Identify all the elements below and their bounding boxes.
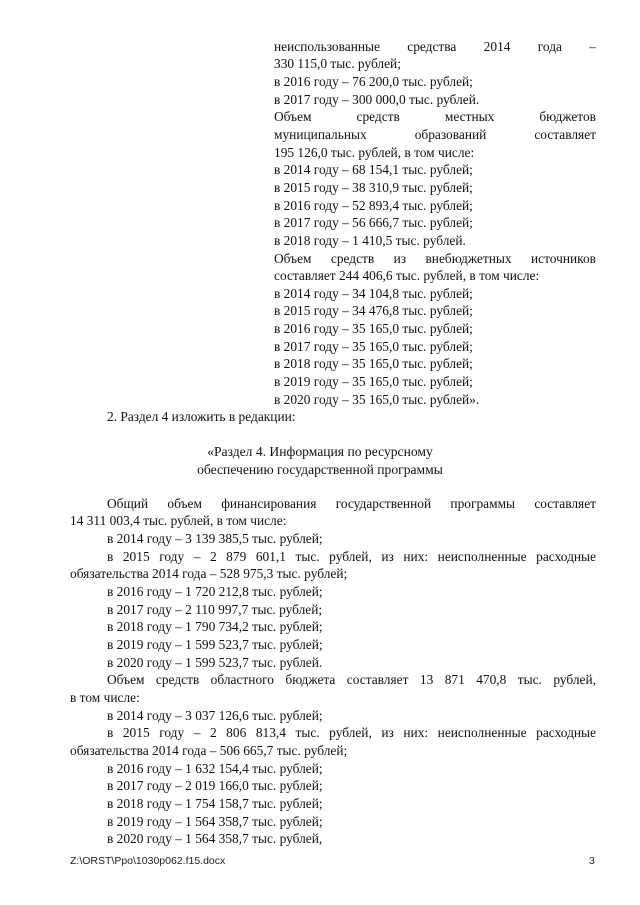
paragraph-line: Объем средств областного бюджета составляет 13 871 470,8 тыс. рублей, bbox=[107, 672, 596, 687]
text-line: в 2016 году – 76 200,0 тыс. рублей; bbox=[274, 74, 473, 89]
text-line: в 2017 году – 2 019 166,0 тыс. рублей; bbox=[107, 778, 323, 793]
text-line: в 2014 году – 68 154,1 тыс. рублей; bbox=[274, 162, 473, 177]
paragraph-line: обязательства 2014 года – 528 975,3 тыс. рублей; bbox=[70, 566, 348, 581]
paragraph-line: 14 311 003,4 тыс. рублей, в том числе: bbox=[70, 513, 287, 528]
text-line: в 2017 году – 56 666,7 тыс. рублей; bbox=[274, 215, 473, 230]
paragraph-line: в 2015 году – 2 879 601,1 тыс. рублей, из них: неисполненные расходные bbox=[107, 549, 596, 564]
text-line: в 2015 году – 34 476,8 тыс. рублей; bbox=[274, 303, 473, 318]
text-line: составляет 244 406,6 тыс. рублей, в том числе: bbox=[274, 268, 540, 283]
page-number: 3 bbox=[589, 855, 595, 867]
text-line: в 2017 году – 35 165,0 тыс. рублей; bbox=[274, 339, 473, 354]
text-line: 195 126,0 тыс. рублей, в том числе: bbox=[274, 145, 475, 160]
text-line: в 2018 году – 35 165,0 тыс. рублей; bbox=[274, 356, 473, 371]
paragraph-line: в 2015 году – 2 806 813,4 тыс. рублей, из них: неисполненные расходные bbox=[107, 725, 596, 740]
text-line: неиспользованные средства 2014 года – bbox=[274, 39, 596, 54]
text-line: в 2018 году – 1 410,5 тыс. рублей. bbox=[274, 233, 466, 248]
text-line: муниципальных образований составляет bbox=[274, 127, 596, 142]
text-line: в 2016 году – 35 165,0 тыс. рублей; bbox=[274, 321, 473, 336]
text-line: в 2019 году – 35 165,0 тыс. рублей; bbox=[274, 374, 473, 389]
text-line: Объем средств местных бюджетов bbox=[274, 109, 596, 124]
text-line: в 2018 году – 1 790 734,2 тыс. рублей; bbox=[107, 619, 323, 634]
text-line: в 2017 году – 300 000,0 тыс. рублей. bbox=[274, 92, 480, 107]
section-heading-line-2: обеспечению государственной программы bbox=[197, 462, 443, 477]
text-line: в 2017 году – 2 110 997,7 тыс. рублей; bbox=[107, 602, 323, 617]
paragraph-line: в том числе: bbox=[70, 690, 140, 705]
text-line: в 2019 году – 1 564 358,7 тыс. рублей; bbox=[107, 814, 323, 829]
text-line: в 2020 году – 1 599 523,7 тыс. рублей. bbox=[107, 655, 323, 670]
text-line: в 2015 году – 38 310,9 тыс. рублей; bbox=[274, 180, 473, 195]
text-line: в 2020 году – 1 564 358,7 тыс. рублей, bbox=[107, 831, 323, 846]
text-line: в 2019 году – 1 599 523,7 тыс. рублей; bbox=[107, 637, 323, 652]
text-line: в 2014 году – 3 037 126,6 тыс. рублей; bbox=[107, 708, 323, 723]
text-line: в 2018 году – 1 754 158,7 тыс. рублей; bbox=[107, 796, 323, 811]
text-line: в 2016 году – 1 720 212,8 тыс. рублей; bbox=[107, 584, 323, 599]
footer-file-path: Z:\ORST\Ppo\1030p062.f15.docx bbox=[70, 855, 226, 867]
text-line: в 2014 году – 3 139 385,5 тыс. рублей; bbox=[107, 531, 323, 546]
text-line: 330 115,0 тыс. рублей; bbox=[274, 56, 401, 71]
paragraph-line: Общий объем финансирования государственной программы составляет bbox=[107, 496, 596, 511]
text-line: в 2016 году – 52 893,4 тыс. рублей; bbox=[274, 198, 473, 213]
text-line: в 2016 году – 1 632 154,4 тыс. рублей; bbox=[107, 761, 323, 776]
text-line: Объем средств из внебюджетных источников bbox=[274, 251, 596, 266]
text-line: в 2014 году – 34 104,8 тыс. рублей; bbox=[274, 286, 473, 301]
list-item-2: 2. Раздел 4 изложить в редакции: bbox=[107, 409, 296, 424]
paragraph-line: обязательства 2014 года – 506 665,7 тыс. рублей; bbox=[70, 743, 348, 758]
text-line: в 2020 году – 35 165,0 тыс. рублей». bbox=[274, 392, 480, 407]
section-heading-line-1: «Раздел 4. Информация по ресурсному bbox=[207, 444, 433, 459]
